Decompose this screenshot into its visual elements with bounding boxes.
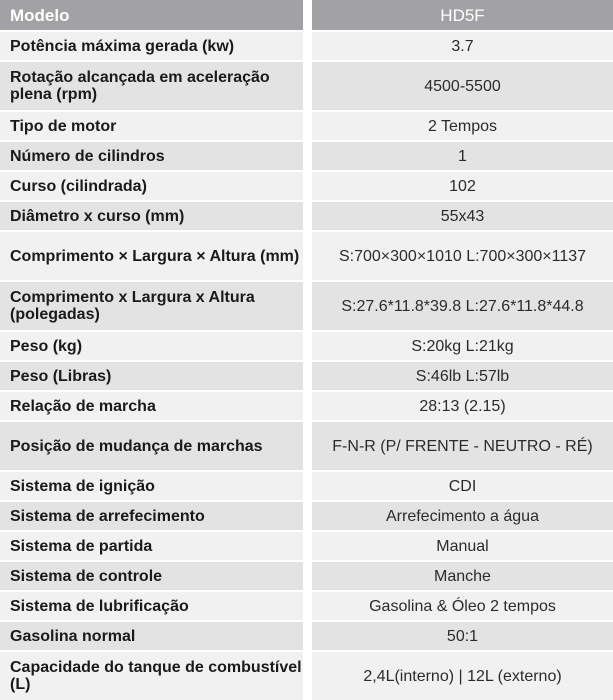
spec-value: S:700×300×1010 L:700×300×1137 — [312, 232, 613, 280]
spec-label: Relação de marcha — [0, 392, 303, 420]
spec-value: 102 — [312, 172, 613, 200]
spec-value: CDI — [312, 472, 613, 500]
spec-value: 4500-5500 — [312, 62, 613, 110]
spec-value: S:46lb L:57lb — [312, 362, 613, 390]
spec-value: 28:13 (2.15) — [312, 392, 613, 420]
spec-label: Peso (kg) — [0, 332, 303, 360]
spec-label: Sistema de partida — [0, 532, 303, 560]
spec-label: Diâmetro x curso (mm) — [0, 202, 303, 230]
spec-label: Comprimento x Largura x Altura (polegadas) — [0, 282, 303, 330]
spec-value: 3.7 — [312, 32, 613, 60]
spec-label: Posição de mudança de marchas — [0, 422, 303, 470]
spec-value: 2,4L(interno) | 12L (externo) — [312, 652, 613, 700]
spec-label: Sistema de controle — [0, 562, 303, 590]
spec-label: Sistema de ignição — [0, 472, 303, 500]
spec-label: Potência máxima gerada (kw) — [0, 32, 303, 60]
spec-label: Comprimento × Largura × Altura (mm) — [0, 232, 303, 280]
spec-value: 2 Tempos — [312, 112, 613, 140]
model-header-label: Modelo — [0, 0, 303, 30]
spec-label: Sistema de arrefecimento — [0, 502, 303, 530]
spec-value: Manche — [312, 562, 613, 590]
spec-label: Capacidade do tanque de combustível (L) — [0, 652, 303, 700]
spec-value: Gasolina & Óleo 2 tempos — [312, 592, 613, 620]
model-header-value: HD5F — [312, 0, 613, 30]
spec-value: S:20kg L:21kg — [312, 332, 613, 360]
spec-value: S:27.6*11.8*39.8 L:27.6*11.8*44.8 — [312, 282, 613, 330]
spec-label: Gasolina normal — [0, 622, 303, 650]
spec-label: Sistema de lubrificação — [0, 592, 303, 620]
spec-value: F-N-R (P/ FRENTE - NEUTRO - RÉ) — [312, 422, 613, 470]
spec-value: Manual — [312, 532, 613, 560]
spec-value: 1 — [312, 142, 613, 170]
spec-label: Curso (cilindrada) — [0, 172, 303, 200]
spec-label: Peso (Libras) — [0, 362, 303, 390]
spec-label: Número de cilindros — [0, 142, 303, 170]
spec-value: Arrefecimento a água — [312, 502, 613, 530]
spec-label: Tipo de motor — [0, 112, 303, 140]
spec-label: Rotação alcançada em aceleração plena (rpm) — [0, 62, 303, 110]
spec-value: 55x43 — [312, 202, 613, 230]
spec-value: 50:1 — [312, 622, 613, 650]
